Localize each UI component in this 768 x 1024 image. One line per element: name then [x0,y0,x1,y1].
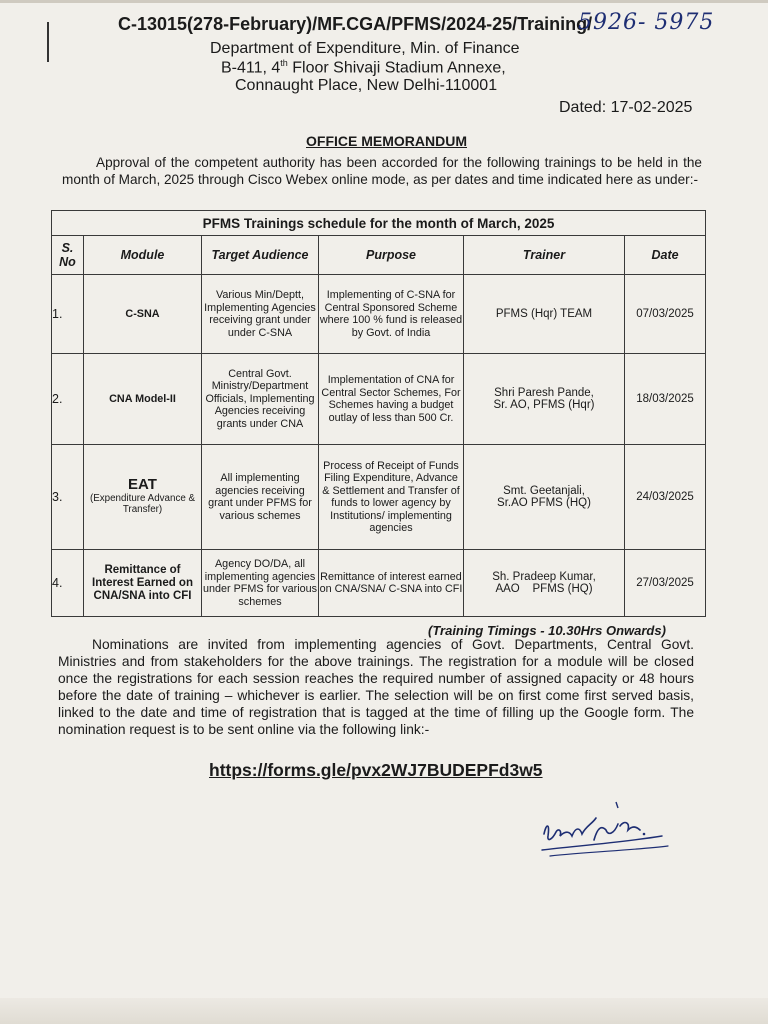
cell-purpose: Process of Receipt of Funds Filing Expenditure, Advance & Settlement and Transfer of funds to lower agency by Institutions/ implementing agencies [319,445,464,550]
training-schedule-table [51,210,706,617]
col-header-audience: Target Audience [202,236,319,275]
signature [536,796,676,866]
col-header-purpose: Purpose [319,236,464,275]
handwritten-reference: 5926- 5975 [578,10,715,35]
cell-module: C-SNA [84,275,202,354]
reference-number: C-13015(278-February)/MF.CGA/PFMS/2024-25/Training/ [118,14,593,34]
cell-sno: 3. [52,445,84,550]
cell-trainer: Sh. Pradeep Kumar, AAO PFMS (HQ) [464,550,625,617]
department-name: Department of Expenditure, Min. of Finance [210,40,520,57]
table-row [52,445,706,550]
nomination-paragraph: Nominations are invited from implementing agencies of Govt. Departments, Central Govt. Ministries and from stakeholders for the above trainings. The registration for a module will be closed once the registrations for each session reaches the required number of assigned capacity or 48 hours before the date of training – whichever is earlier. The selection will be on first come first served basis, linked to the date and time of registration that is tagged at the time of filling up the Google form. The nomination request is to be sent online via the following link:- [58,637,694,737]
cell-trainer: PFMS (Hqr) TEAM [464,275,625,354]
cell-trainer: Smt. Geetanjali, Sr.AO PFMS (HQ) [464,445,625,550]
address-line-2: Connaught Place, New Delhi-110001 [235,77,498,94]
margin-mark [47,22,49,62]
intro-paragraph: Approval of the competent authority has been accorded for the following trainings to be held in the month of March, 2025 through Cisco Webex online mode, as per dates and time indicated here as under:- [62,155,702,187]
cell-module: Remittance of Interest Earned on CNA/SNA into CFI [84,550,202,617]
col-header-trainer: Trainer [464,236,625,275]
cell-sno: 1. [52,275,84,354]
table-header-row [52,236,706,275]
cell-audience: Agency DO/DA, all implementing agencies under PFMS for various schemes [202,550,319,617]
cell-audience: Various Min/Deptt, Implementing Agencies receiving grant under under C-SNA [202,275,319,354]
cell-audience: Central Govt. Ministry/Department Officials, Implementing Agencies receiving grants under CNA [202,354,319,445]
col-header-sno: S. No [52,236,84,275]
col-header-date: Date [625,236,706,275]
cell-purpose: Remittance of interest earned on CNA/SNA/ C-SNA into CFI [319,550,464,617]
cell-purpose: Implementation of CNA for Central Sector Schemes, For Schemes having a budget outlay of less than 500 Cr. [319,354,464,445]
cell-purpose: Implementing of C-SNA for Central Sponsored Scheme where 100 % fund is released by Govt. of India [319,275,464,354]
cell-trainer: Shri Paresh Pande, Sr. AO, PFMS (Hqr) [464,354,625,445]
cell-sno: 2. [52,354,84,445]
cell-module: CNA Model-II [84,354,202,445]
col-header-module: Module [84,236,202,275]
table-row [52,275,706,354]
address-line-1: B-411, 4th Floor Shivaji Stadium Annexe, [221,58,506,77]
cell-date: 07/03/2025 [625,275,706,354]
page-bottom-edge [0,998,768,1024]
cell-sno: 4. [52,550,84,617]
cell-date: 24/03/2025 [625,445,706,550]
training-timings-note: (Training Timings - 10.30Hrs Onwards) [428,623,666,638]
table-title: PFMS Trainings schedule for the month of March, 2025 [52,211,706,236]
memo-title: OFFICE MEMORANDUM [306,133,467,149]
cell-date: 27/03/2025 [625,550,706,617]
cell-module: EAT (Expenditure Advance & Transfer) [84,445,202,550]
memo-date: Dated: 17-02-2025 [559,99,693,116]
registration-link[interactable]: https://forms.gle/pvx2WJ7BUDEPFd3w5 [209,760,543,780]
cell-date: 18/03/2025 [625,354,706,445]
page-top-edge [0,0,768,3]
table-row [52,550,706,617]
cell-audience: All implementing agencies receiving grant under PFMS for various schemes [202,445,319,550]
table-row [52,354,706,445]
